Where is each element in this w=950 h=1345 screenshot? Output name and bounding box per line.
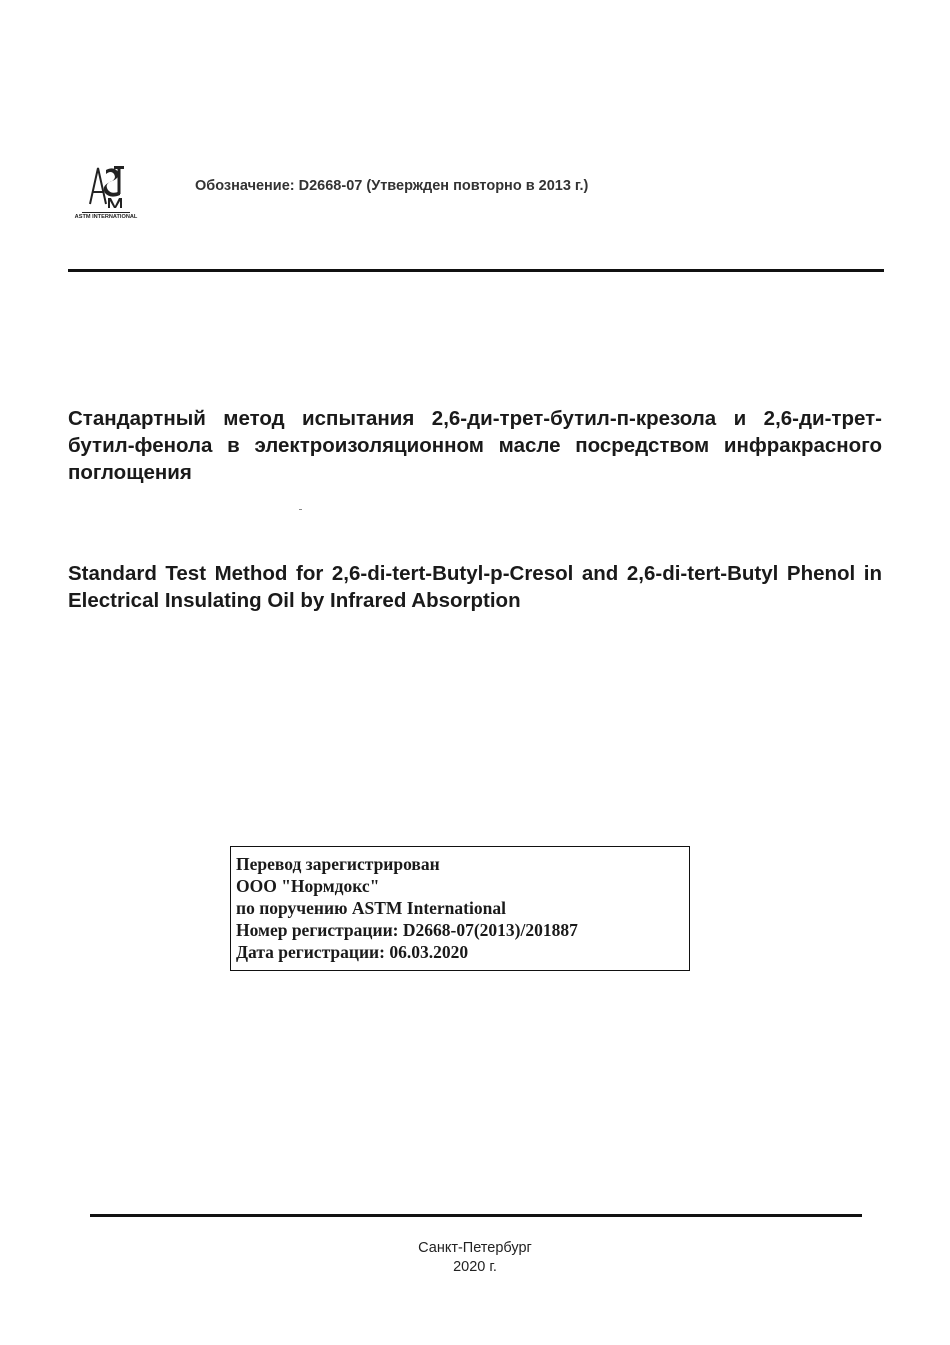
registration-date: Дата регистрации: 06.03.2020 bbox=[236, 942, 469, 962]
registration-commission: по поручению ASTM International bbox=[236, 898, 506, 918]
footer-city: Санкт-Петербург bbox=[418, 1240, 532, 1256]
registration-number: Номер регистрации: D2668-07(2013)/201887 bbox=[236, 920, 578, 940]
registration-company: ООО "Нормдокс" bbox=[236, 876, 380, 896]
registration-line: Перевод зарегистрирован bbox=[236, 854, 440, 874]
logo-text: ASTM INTERNATIONAL bbox=[74, 214, 138, 220]
document-designation: Обозначение: D2668-07 (Утвержден повторно в 2013 г.) bbox=[195, 178, 589, 194]
registration-box bbox=[230, 846, 690, 971]
footer-divider bbox=[90, 1214, 862, 1217]
scan-mark bbox=[299, 509, 302, 510]
astm-logo bbox=[74, 160, 138, 222]
title-russian: Стандартный метод испытания 2,6-ди-трет-бутил-п-крезола и 2,6-ди-трет-бутил-фенола в электроизоляционном масле посредством инфракрасного поглощения bbox=[68, 407, 882, 484]
header-divider bbox=[68, 269, 884, 272]
footer-year: 2020 г. bbox=[453, 1259, 497, 1275]
title-english: Standard Test Method for 2,6-di-tert-Butyl-p-Cresol and 2,6-di-tert-Butyl Phenol in Electrical Insulating Oil by Infrared Absorption bbox=[68, 562, 882, 612]
